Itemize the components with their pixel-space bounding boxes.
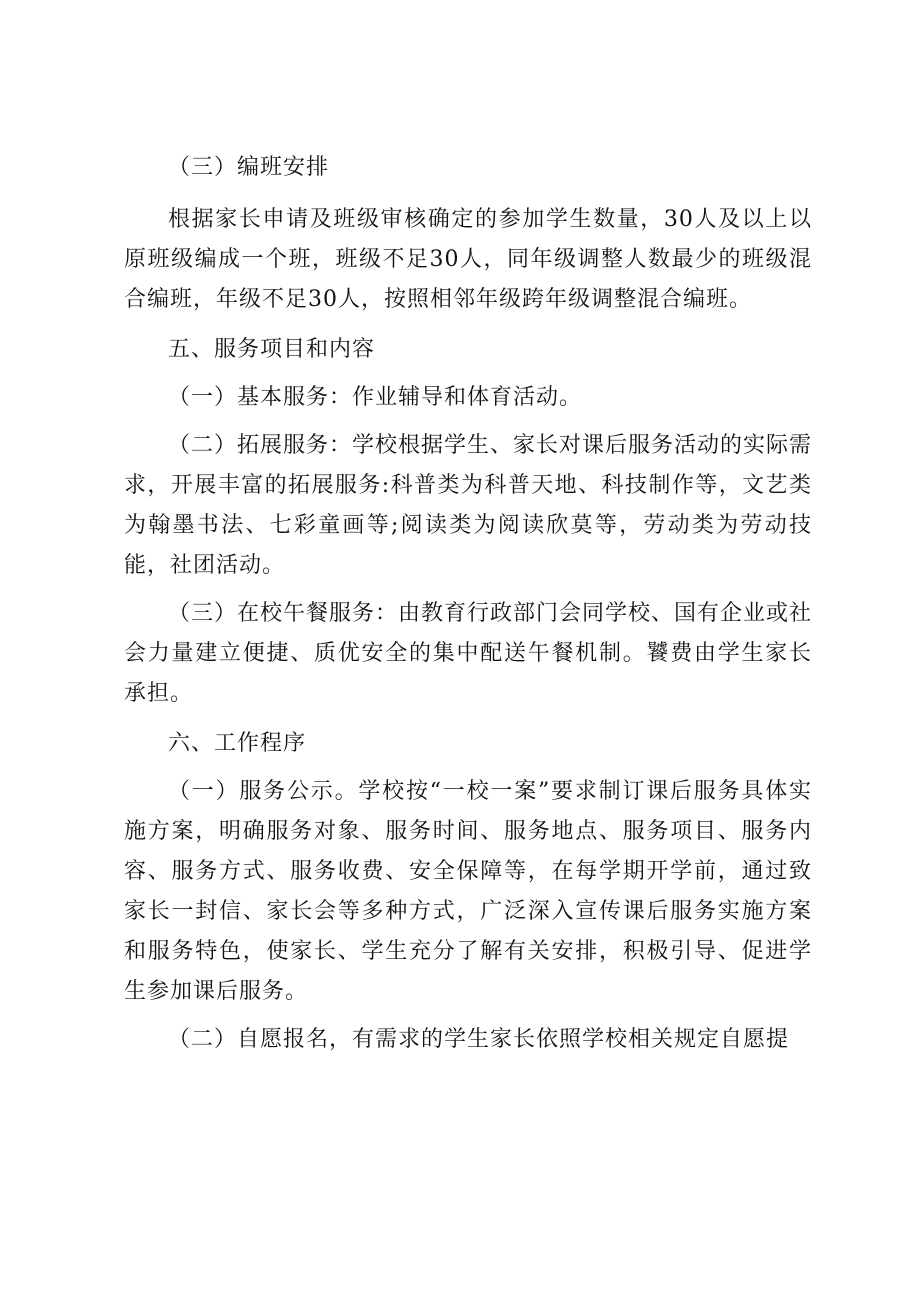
document-body [124,148,812,1060]
paragraph-class-arrangement: 根据家长申请及班级审核确定的参加学生数量，30人及以上以原班级编成一个班，班级不足30人，同年级调整人数最少的班级混合编班，年级不足30人，按照相邻年级跨年级调整混合编班。 [124,207,812,312]
paragraph-lunch-service: （三）在校午餐服务：由教育行政部门会同学校、国有企业或社会力量建立便捷、质优安全的集中配送午餐机制。饕费由学生家长承担。 [124,601,813,706]
subheading-class-arrangement: （三）编班安排 [168,155,330,180]
section-heading-work-procedure: 六、工作程序 [168,731,307,756]
section-heading-service-items: 五、服务项目和内容 [168,337,376,362]
paragraph-service-publicity: （一）服务公示。学校按“一校一案”要求制订课后服务具体实施方案，明确服务对象、服务时间、服务地点、服务项目、服务内容、服务方式、服务收费、安全保障等，在每学期开学前，通过致家长一封信、家长会等多种方式，广泛深入宣传课后服务实施方案和服务特色，使家长、学生充分了解有关安排，积极引导、促进学生参加课后服务。 [124,779,812,1004]
paragraph-voluntary-registration: （二）自愿报名，有需求的学生家长依照学校相关规定自愿提 [168,1027,790,1052]
paragraph-extended-service: （二）拓展服务：学校根据学生、家长对课后服务活动的实际需求，开展丰富的拓展服务:科普类为科普天地、科技制作等，文艺类为翰墨书法、七彩童画等;阅读类为阅读欣莫等，劳动类为劳动技能，社团活动。 [124,433,813,578]
paragraph-basic-service: （一）基本服务：作业辅导和体育活动。 [168,385,583,410]
